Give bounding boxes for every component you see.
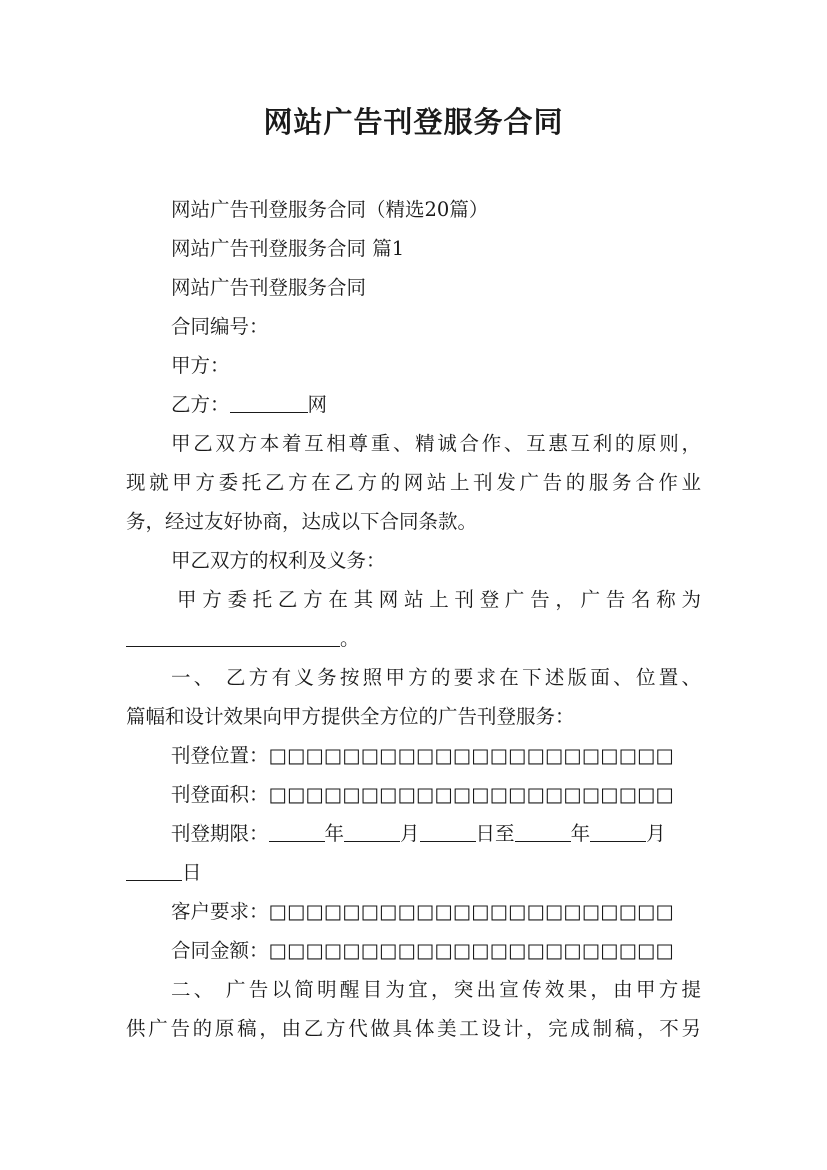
month-label-1: 月: [400, 822, 420, 845]
party-b-label: 乙方：: [171, 393, 230, 416]
day-label-2: 日: [182, 861, 202, 884]
paragraph-2-end: 。: [340, 627, 360, 650]
field-position-label: 刊登位置：: [171, 744, 269, 767]
year-blank-2: [515, 823, 571, 842]
paragraph-1-line-2: 现就甲方委托乙方在乙方的网站上刊发广告的服务合作业: [126, 471, 701, 494]
party-b-blank: [230, 394, 308, 413]
field-requirements-label: 客户要求：: [171, 900, 269, 923]
contract-name-line: 网站广告刊登服务合同: [171, 276, 367, 299]
year-blank-1: [269, 823, 325, 842]
paragraph-1-line-1: 甲乙双方本着互相尊重、精诚合作、互惠互利的原则，: [171, 432, 701, 455]
field-area-boxes: □□□□□□□□□□□□□□□□□□□□□□: [268, 783, 674, 806]
clause-1-line-2: 篇幅和设计效果向甲方提供全方位的广告刊登服务：: [126, 705, 575, 728]
year-label-1: 年: [324, 822, 345, 845]
subtitle-line: 网站广告刊登服务合同（精选20篇）: [171, 198, 489, 221]
field-amount-label: 合同金额：: [171, 939, 269, 962]
field-area: [171, 781, 701, 809]
field-period-label: 刊登期限：: [171, 822, 269, 845]
document-title: 网站广告刊登服务合同: [263, 105, 564, 139]
field-position-boxes: □□□□□□□□□□□□□□□□□□□□□□: [268, 744, 674, 767]
month-label-2: 月: [646, 822, 666, 845]
field-requirements-boxes: □□□□□□□□□□□□□□□□□□□□□□: [268, 900, 674, 923]
paragraph-1-line-3: 务，经过友好协商，达成以下合同条款。: [126, 510, 478, 533]
year-label-2: 年: [570, 822, 591, 845]
day-blank-1: [420, 823, 476, 842]
ad-name-blank: [126, 628, 340, 647]
party-a-line: 甲方：: [171, 354, 230, 377]
field-position: [171, 742, 701, 770]
section-heading: 网站广告刊登服务合同 篇1: [171, 237, 405, 260]
month-blank-2: [590, 823, 646, 842]
field-period: [171, 820, 701, 848]
rights-heading: 甲乙双方的权利及义务：: [171, 549, 386, 572]
party-b-suffix: 网: [307, 393, 328, 416]
field-period-cont: [126, 859, 701, 887]
month-blank-1: [344, 823, 400, 842]
field-requirements: [171, 898, 701, 926]
day-label-1: 日至: [475, 822, 515, 845]
party-b-line: [171, 391, 701, 419]
paragraph-2-line-1: 甲方委托乙方在其网站上刊登广告，广告名称为: [177, 588, 701, 611]
day-blank-2: [126, 862, 182, 881]
contract-number-line: 合同编号：: [171, 315, 269, 338]
clause-1-line-1: 一、 乙方有义务按照甲方的要求在下述版面、位置、: [171, 666, 701, 689]
clause-2-line-2: 供广告的原稿，由乙方代做具体美工设计，完成制稿，不另: [126, 1017, 701, 1040]
field-amount-boxes: □□□□□□□□□□□□□□□□□□□□□□: [268, 939, 674, 962]
field-area-label: 刊登面积：: [171, 783, 269, 806]
field-amount: [171, 937, 701, 965]
clause-2-line-1: 二、 广告以简明醒目为宜，突出宣传效果，由甲方提: [171, 978, 701, 1001]
paragraph-2-line-2: [126, 625, 701, 653]
